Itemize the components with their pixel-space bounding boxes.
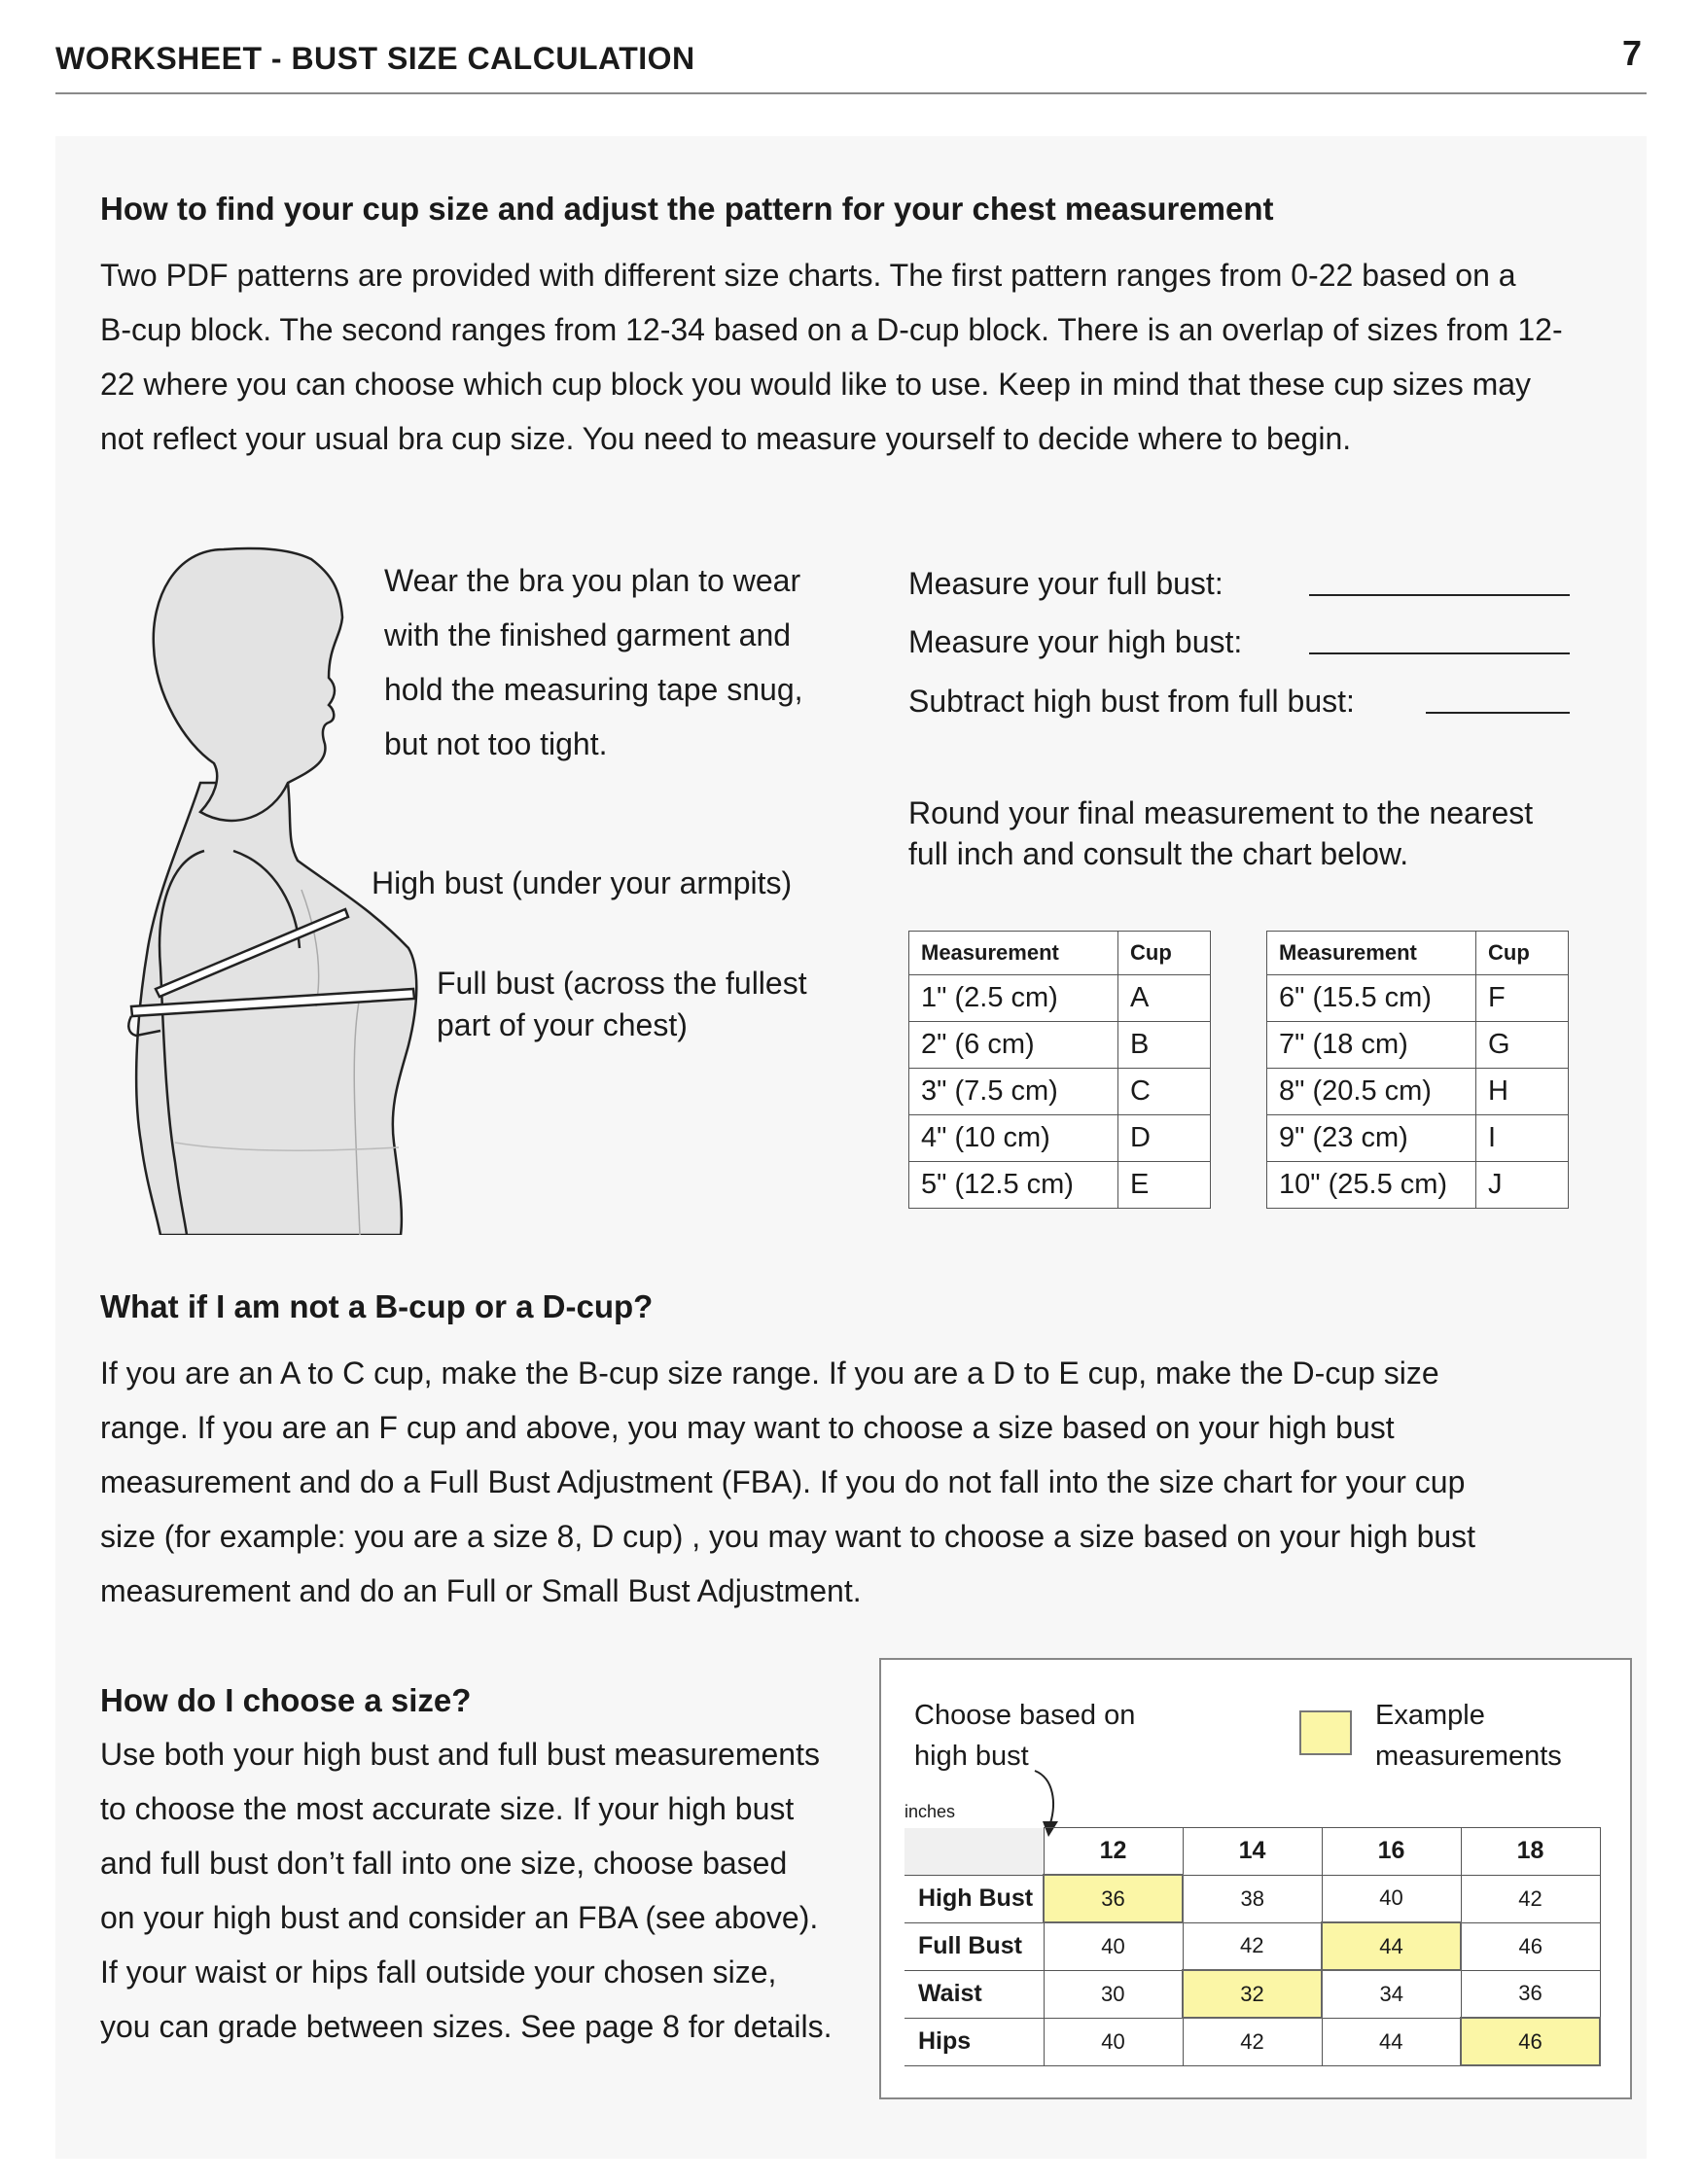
table-row bbox=[904, 1922, 1600, 1970]
value-cell: 42 bbox=[1183, 2018, 1322, 2065]
value-cell: 40 bbox=[1044, 1922, 1183, 1970]
measurement-cell: 10" (25.5 cm) bbox=[1267, 1162, 1476, 1209]
intro-line: 22 where you can choose which cup block you would like to use. Keep in mind that these cup sizes may bbox=[100, 367, 1532, 402]
table-row bbox=[1267, 1162, 1569, 1209]
page-title: WORKSHEET - BUST SIZE CALCULATION bbox=[55, 41, 695, 76]
unit-label: inches bbox=[904, 1802, 956, 1821]
instruction-line: but not too tight. bbox=[384, 726, 608, 761]
cup-cell: E bbox=[1118, 1162, 1211, 1209]
wear-instructions bbox=[384, 553, 803, 771]
cup-cell: I bbox=[1476, 1115, 1569, 1162]
choose-line: If your waist or hips fall outside your chosen size, bbox=[100, 1955, 777, 1990]
subtract-prompt: Subtract high bust from full bust: bbox=[908, 684, 1355, 719]
measurement-cell: 4" (10 cm) bbox=[909, 1115, 1118, 1162]
size-header: 12 bbox=[1044, 1828, 1183, 1876]
value-cell-highlighted: 36 bbox=[1044, 1875, 1183, 1922]
table-row bbox=[1267, 1069, 1569, 1115]
difference-blank[interactable] bbox=[1426, 712, 1570, 714]
not-bd-line: If you are an A to C cup, make the B-cup size range. If you are a D to E cup, make the D-cup size bbox=[100, 1356, 1439, 1391]
full-bust-blank[interactable] bbox=[1309, 594, 1570, 596]
row-label: Full Bust bbox=[904, 1922, 1044, 1970]
value-cell: 38 bbox=[1183, 1875, 1322, 1922]
not-bd-line: measurement and do a Full Bust Adjustment (FBA). If you do not fall into the size chart for your cup bbox=[100, 1464, 1466, 1499]
intro-line: Two PDF patterns are provided with different size charts. The first pattern ranges from 0-22 based on a bbox=[100, 258, 1516, 293]
high-bust-blank[interactable] bbox=[1309, 652, 1570, 654]
table-row bbox=[1267, 1115, 1569, 1162]
choose-line: to choose the most accurate size. If your high bust bbox=[100, 1791, 795, 1826]
table-row bbox=[904, 1875, 1600, 1922]
col-header-cup: Cup bbox=[1118, 932, 1211, 975]
measurement-cell: 7" (18 cm) bbox=[1267, 1022, 1476, 1069]
measurement-cell: 6" (15.5 cm) bbox=[1267, 975, 1476, 1022]
value-cell: 42 bbox=[1461, 1875, 1600, 1922]
not-bd-heading: What if I am not a B-cup or a D-cup? bbox=[100, 1288, 654, 1324]
choose-line: on your high bust and consider an FBA (see above). bbox=[100, 1900, 819, 1935]
choose-line: and full bust don’t fall into one size, choose based bbox=[100, 1846, 788, 1881]
full-bust-line: Full bust (across the fullest bbox=[437, 966, 807, 1001]
round-note-line: full inch and consult the chart below. bbox=[908, 836, 1409, 871]
intro-line: not reflect your usual bra cup size. You need to measure yourself to decide where to begin. bbox=[100, 421, 1352, 456]
table-row bbox=[904, 1970, 1600, 2018]
intro-line: B-cup block. The second ranges from 12-34 based on a D-cup block. There is an overlap of sizes from 12- bbox=[100, 312, 1563, 347]
choose-line: you can grade between sizes. See page 8 for details. bbox=[100, 2009, 833, 2044]
cup-cell: F bbox=[1476, 975, 1569, 1022]
table-row bbox=[909, 975, 1211, 1022]
corner-cell bbox=[904, 1828, 1044, 1876]
measurement-cell: 9" (23 cm) bbox=[1267, 1115, 1476, 1162]
size-header: 14 bbox=[1183, 1828, 1322, 1876]
choose-heading: How do I choose a size? bbox=[100, 1682, 472, 1718]
cup-table-right bbox=[1266, 931, 1569, 1209]
value-cell: 46 bbox=[1461, 1922, 1600, 1970]
intro-paragraph bbox=[100, 248, 1563, 466]
row-label: Hips bbox=[904, 2018, 1044, 2065]
instruction-line: Wear the bra you plan to wear bbox=[384, 563, 801, 598]
value-cell: 42 bbox=[1183, 1922, 1322, 1970]
legend-swatch bbox=[1299, 1710, 1352, 1755]
high-bust-note bbox=[914, 1695, 1135, 1777]
row-label: Waist bbox=[904, 1970, 1044, 2018]
full-bust-prompt: Measure your full bust: bbox=[908, 566, 1223, 601]
cup-cell: G bbox=[1476, 1022, 1569, 1069]
legend-label bbox=[1375, 1695, 1562, 1777]
table-row bbox=[909, 1022, 1211, 1069]
value-cell-highlighted: 46 bbox=[1461, 2018, 1600, 2065]
table-row bbox=[1267, 975, 1569, 1022]
not-bd-line: size (for example: you are a size 8, D cup) , you may want to choose a size based on your high bust bbox=[100, 1519, 1476, 1554]
not-bd-line: measurement and do an Full or Small Bust Adjustment. bbox=[100, 1573, 862, 1608]
measurement-cell: 3" (7.5 cm) bbox=[909, 1069, 1118, 1115]
note-line: Choose based on bbox=[914, 1700, 1136, 1731]
choose-paragraph bbox=[100, 1727, 832, 2054]
instruction-line: hold the measuring tape snug, bbox=[384, 672, 803, 707]
round-note-line: Round your final measurement to the nearest bbox=[908, 795, 1534, 830]
col-header-cup: Cup bbox=[1476, 932, 1569, 975]
size-header: 18 bbox=[1461, 1828, 1600, 1876]
measurement-cell: 2" (6 cm) bbox=[909, 1022, 1118, 1069]
not-bd-paragraph bbox=[100, 1346, 1475, 1618]
col-header-measurement: Measurement bbox=[1267, 932, 1476, 975]
col-header-measurement: Measurement bbox=[909, 932, 1118, 975]
value-cell: 36 bbox=[1461, 1970, 1600, 2018]
table-row bbox=[909, 1162, 1211, 1209]
table-row bbox=[1267, 1022, 1569, 1069]
not-bd-line: range. If you are an F cup and above, you may want to choose a size based on your high bust bbox=[100, 1410, 1395, 1445]
full-bust-label bbox=[437, 963, 807, 1046]
cup-cell: A bbox=[1118, 975, 1211, 1022]
table-row bbox=[909, 1115, 1211, 1162]
value-cell: 40 bbox=[1322, 1875, 1461, 1922]
cup-table-left bbox=[908, 931, 1211, 1209]
measurement-cell: 1" (2.5 cm) bbox=[909, 975, 1118, 1022]
full-bust-line: part of your chest) bbox=[437, 1007, 688, 1042]
round-note bbox=[908, 793, 1533, 874]
cup-cell: B bbox=[1118, 1022, 1211, 1069]
measurement-cell: 5" (12.5 cm) bbox=[909, 1162, 1118, 1209]
cup-cell: H bbox=[1476, 1069, 1569, 1115]
value-cell: 44 bbox=[1322, 2018, 1461, 2065]
instruction-line: with the finished garment and bbox=[384, 617, 792, 652]
size-header: 16 bbox=[1322, 1828, 1461, 1876]
cup-cell: D bbox=[1118, 1115, 1211, 1162]
value-cell-highlighted: 44 bbox=[1322, 1922, 1461, 1970]
size-chart-box bbox=[879, 1658, 1632, 2099]
value-cell: 40 bbox=[1044, 2018, 1183, 2065]
note-line: high bust bbox=[914, 1741, 1029, 1772]
size-table bbox=[904, 1827, 1601, 2066]
measurement-cell: 8" (20.5 cm) bbox=[1267, 1069, 1476, 1115]
header-divider bbox=[55, 92, 1647, 94]
intro-heading: How to find your cup size and adjust the pattern for your chest measurement bbox=[100, 191, 1274, 227]
table-row bbox=[909, 1069, 1211, 1115]
value-cell: 34 bbox=[1322, 1970, 1461, 2018]
legend-line: measurements bbox=[1375, 1741, 1562, 1772]
cup-cell: C bbox=[1118, 1069, 1211, 1115]
high-bust-prompt: Measure your high bust: bbox=[908, 624, 1243, 659]
high-bust-label: High bust (under your armpits) bbox=[372, 865, 793, 900]
value-cell-highlighted: 32 bbox=[1183, 1970, 1322, 2018]
page-number: 7 bbox=[1622, 33, 1643, 73]
cup-cell: J bbox=[1476, 1162, 1569, 1209]
choose-line: Use both your high bust and full bust measurements bbox=[100, 1737, 820, 1772]
value-cell: 30 bbox=[1044, 1970, 1183, 2018]
row-label: High Bust bbox=[904, 1875, 1044, 1922]
legend-line: Example bbox=[1375, 1700, 1485, 1731]
table-row bbox=[904, 2018, 1600, 2065]
